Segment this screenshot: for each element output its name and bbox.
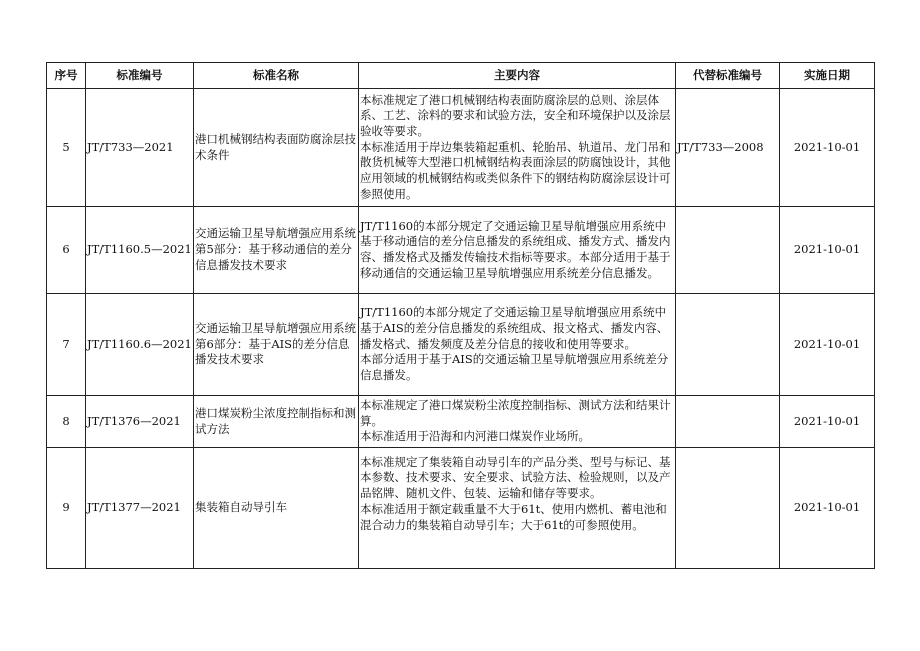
effective-date: 2021-10-01 bbox=[780, 396, 875, 448]
content-paragraph: 本标准规定了集装箱自动导引车的产品分类、型号与标记、基本参数、技术要求、安全要求、试验方法、检验规则，以及产品铭牌、随机文件、包装、运输和储存等要求。 bbox=[360, 454, 671, 501]
table-row bbox=[47, 89, 875, 207]
table-row bbox=[47, 396, 875, 448]
standard-name: 交通运输卫星导航增强应用系统第5部分：基于移动通信的差分信息播发技术要求 bbox=[194, 207, 359, 294]
row-index: 8 bbox=[47, 396, 86, 448]
content-paragraph: 本标准规定了港口煤炭粉尘浓度控制指标、测试方法和结果计算。 bbox=[360, 397, 671, 428]
header-standard-name: 标准名称 bbox=[194, 63, 359, 89]
table-row bbox=[47, 207, 875, 294]
header-standard-code: 标准编号 bbox=[86, 63, 194, 89]
header-index: 序号 bbox=[47, 63, 86, 89]
standard-name: 港口机械钢结构表面防腐涂层技术条件 bbox=[194, 89, 359, 207]
effective-date: 2021-10-01 bbox=[780, 207, 875, 294]
standard-name: 集装箱自动导引车 bbox=[194, 448, 359, 569]
effective-date: 2021-10-01 bbox=[780, 294, 875, 396]
standard-code: JT/T1377—2021 bbox=[86, 448, 194, 569]
main-content bbox=[359, 396, 676, 448]
main-content bbox=[359, 89, 676, 207]
main-content bbox=[359, 448, 676, 569]
standard-code: JT/T733—2021 bbox=[86, 89, 194, 207]
replaced-standard bbox=[676, 396, 780, 448]
standard-code: JT/T1160.5—2021 bbox=[86, 207, 194, 294]
replaced-standard bbox=[676, 294, 780, 396]
row-index: 5 bbox=[47, 89, 86, 207]
content-paragraph: 本部分适用于基于AIS的交通运输卫星导航增强应用系统差分信息播发。 bbox=[360, 352, 669, 383]
replaced-standard bbox=[676, 207, 780, 294]
content-paragraph: 本标准适用于岸边集装箱起重机、轮胎吊、轨道吊、龙门吊和散货机械等大型港口机械钢结构表面涂层的防腐蚀设计，其他应用领域的机械钢结构或类似条件下的钢结构防腐涂层设计可参照使用。 bbox=[360, 139, 671, 201]
replaced-standard: JT/T733—2008 bbox=[676, 89, 780, 207]
header-row bbox=[47, 63, 875, 89]
row-index: 9 bbox=[47, 448, 86, 569]
content-paragraph: 本标准适用于额定载重量不大于61t、使用内燃机、蓄电池和混合动力的集装箱自动导引车；大于61t的可参照使用。 bbox=[360, 501, 667, 532]
content-paragraph: 本标准规定了港口机械钢结构表面防腐涂层的总则、涂层体系、工艺、涂料的要求和试验方法，安全和环境保护以及涂层验收等要求。 bbox=[360, 92, 671, 138]
content-paragraph: JT/T1160的本部分规定了交通运输卫星导航增强应用系统中基于移动通信的差分信息播发的系统组成、播发方式、播发内容、播发格式及播发传输技术指标等要求。本部分适用于基于移动通信的交通运输卫星导航增强应用系统差分信息播发。 bbox=[360, 218, 671, 280]
standards-table bbox=[46, 62, 875, 569]
row-index: 6 bbox=[47, 207, 86, 294]
row-index: 7 bbox=[47, 294, 86, 396]
replaced-standard bbox=[676, 448, 780, 569]
table-row bbox=[47, 448, 875, 569]
standard-name: 港口煤炭粉尘浓度控制指标和测试方法 bbox=[194, 396, 359, 448]
table-row bbox=[47, 294, 875, 396]
header-main-content: 主要内容 bbox=[359, 63, 676, 89]
standard-code: JT/T1376—2021 bbox=[86, 396, 194, 448]
header-effective-date: 实施日期 bbox=[780, 63, 875, 89]
standard-code: JT/T1160.6—2021 bbox=[86, 294, 194, 396]
header-replaced-standard: 代替标准编号 bbox=[676, 63, 780, 89]
effective-date: 2021-10-01 bbox=[780, 89, 875, 207]
content-paragraph: 本标准适用于沿海和内河港口煤炭作业场所。 bbox=[360, 429, 590, 444]
effective-date: 2021-10-01 bbox=[780, 448, 875, 569]
standard-name: 交通运输卫星导航增强应用系统第6部分：基于AIS的差分信息播发技术要求 bbox=[194, 294, 359, 396]
content-paragraph: JT/T1160的本部分规定了交通运输卫星导航增强应用系统中基于AIS的差分信息播发的系统组成、报文格式、播发内容、播发格式、播发频度及差分信息的接收和使用等要求。 bbox=[360, 305, 669, 351]
main-content bbox=[359, 294, 676, 396]
main-content bbox=[359, 207, 676, 294]
